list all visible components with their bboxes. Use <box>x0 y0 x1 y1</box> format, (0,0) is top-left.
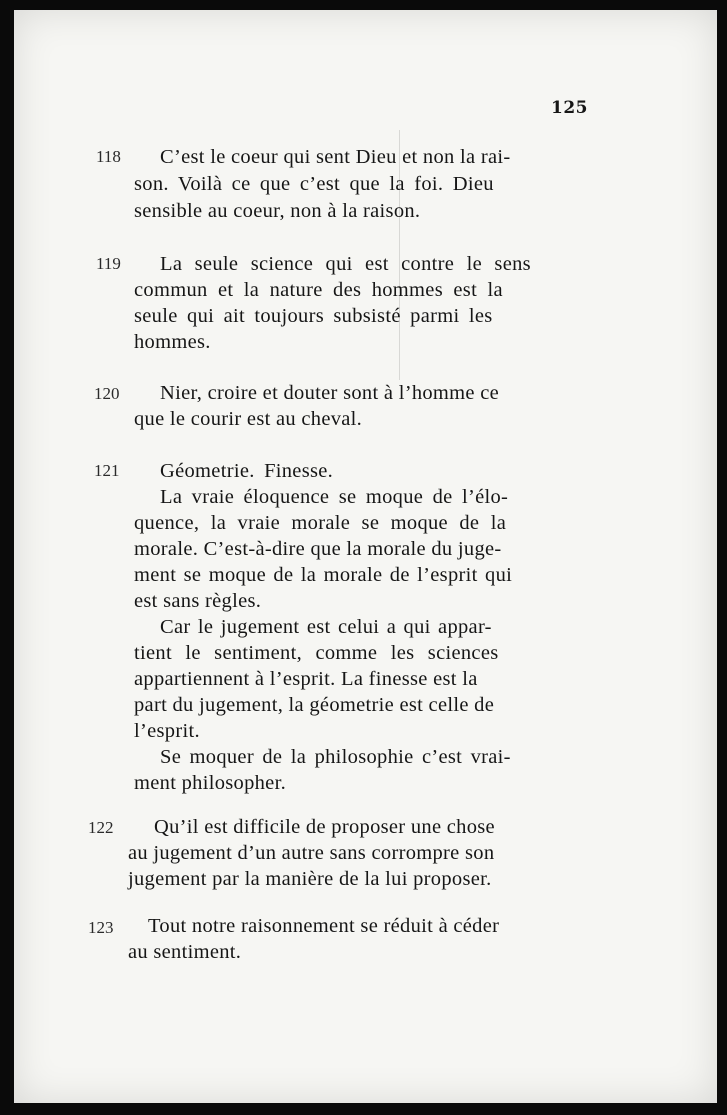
entry-121-line-2: La vraie éloquence se moque de l’élo- <box>160 486 509 508</box>
page-number: 125 <box>551 98 588 118</box>
entry-121-line-12: Se moquer de la philosophie c’est vrai- <box>160 746 511 768</box>
entry-119-line-3: seule qui ait toujours subsisté parmi les <box>134 305 493 327</box>
entry-118-line-1: C’est le coeur qui sent Dieu et non la rai- <box>160 146 511 168</box>
entry-121-line-7: Car le jugement est celui a qui appar- <box>160 616 492 638</box>
entry-120-line-2: que le courir est au cheval. <box>134 408 363 430</box>
entry-118-line-3: sensible au coeur, non à la raison. <box>134 200 421 222</box>
entry-121-line-3: quence, la vraie morale se moque de la <box>134 512 507 534</box>
entry-number-122: 122 <box>88 818 114 837</box>
entry-123-line-2: au sentiment. <box>128 941 242 963</box>
entry-number-121: 121 <box>94 461 120 480</box>
entry-number-119: 119 <box>96 254 121 273</box>
book-page <box>14 10 717 1103</box>
entry-121-line-11: l’esprit. <box>134 720 200 742</box>
entry-123-line-1: Tout notre raisonnement se réduit à céder <box>148 915 500 937</box>
entry-120-line-1: Nier, croire et douter sont à l’homme ce <box>160 382 500 404</box>
entry-121-line-6: est sans règles. <box>134 590 262 612</box>
entry-121-line-9: appartiennent à l’esprit. La finesse est la <box>134 668 478 690</box>
entry-number-118: 118 <box>96 147 121 166</box>
entry-121-line-1: Géometrie. Finesse. <box>160 460 334 482</box>
entry-119-line-4: hommes. <box>134 331 211 353</box>
entry-121-line-8: tient le sentiment, comme les sciences <box>134 642 499 664</box>
entry-121-line-4: morale. C’est-à-dire que la morale du juge- <box>134 538 502 560</box>
entry-119-line-2: commun et la nature des hommes est la <box>134 279 503 301</box>
entry-121-line-13: ment philosopher. <box>134 772 287 794</box>
entry-number-123: 123 <box>88 918 114 937</box>
entry-121-line-10: part du jugement, la géometrie est celle de <box>134 694 495 716</box>
entry-121-line-5: ment se moque de la morale de l’esprit qui <box>134 564 513 586</box>
entry-122-line-2: au jugement d’un autre sans corrompre son <box>128 842 495 864</box>
entry-122-line-1: Qu’il est difficile de proposer une chose <box>154 816 495 838</box>
entry-118-line-2: son. Voilà ce que c’est que la foi. Dieu <box>134 173 494 195</box>
entry-122-line-3: jugement par la manière de la lui proposer. <box>128 868 492 890</box>
entry-119-line-1: La seule science qui est contre le sens <box>160 253 531 275</box>
entry-number-120: 120 <box>94 384 120 403</box>
